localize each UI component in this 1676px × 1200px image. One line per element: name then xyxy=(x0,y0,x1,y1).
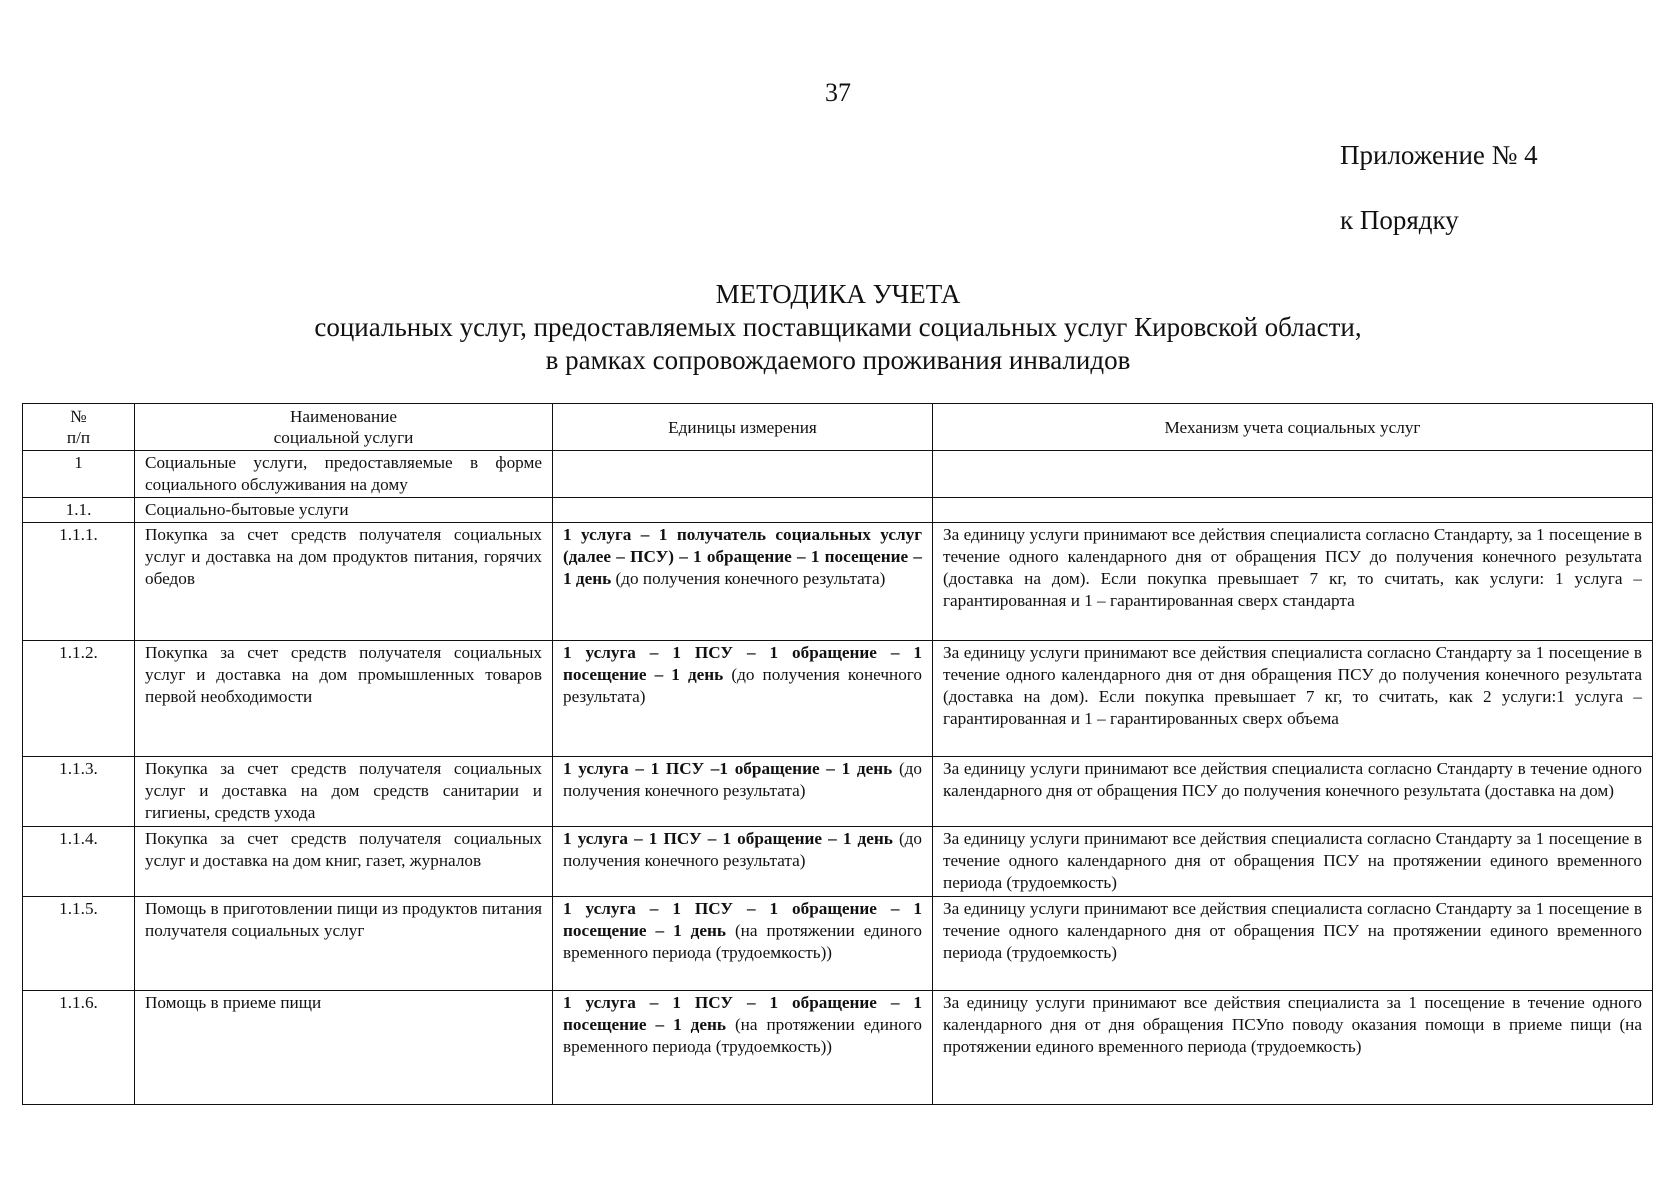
row-units: 1 услуга – 1 ПСУ –1 обращение – 1 день (до получения конечного результата) xyxy=(553,757,933,827)
row-number: 1.1.4. xyxy=(23,827,135,897)
title-subtitle-line2: в рамках сопровождаемого проживания инвалидов xyxy=(545,345,1131,375)
row-units: 1 услуга – 1 получатель социальных услуг (далее – ПСУ) – 1 обращение – 1 посещение – 1 день (до получения конечного результата) xyxy=(553,523,933,641)
table-row xyxy=(23,641,1653,757)
row-units: 1 услуга – 1 ПСУ – 1 обращение – 1 посещение – 1 день (до получения конечного результата) xyxy=(553,641,933,757)
table-row xyxy=(23,827,1653,897)
table-row xyxy=(23,991,1653,1105)
header-number-line1: № xyxy=(70,407,87,426)
header-name-line2: социальной услуги xyxy=(273,428,414,447)
table-header-row xyxy=(23,404,1653,451)
table-row xyxy=(23,523,1653,641)
row-service-name: Социально-бытовые услуги xyxy=(135,498,553,523)
header-number-line2: п/п xyxy=(66,428,91,447)
page-number: 37 xyxy=(825,78,851,107)
row-service-name: Помощь в приготовлении пищи из продуктов питания получателя социальных услуг xyxy=(135,897,553,991)
row-mechanism: За единицу услуги принимают все действия специалиста за 1 посещение в течение одного календарного дня от дня обращения ПСУпо поводу оказания помощи в приеме пищи (на протяжении единого временного периода (трудоемкость) xyxy=(933,991,1653,1105)
header-units: Единицы измерения xyxy=(553,404,933,451)
row-mechanism: За единицу услуги принимают все действия специалиста согласно Стандарту за 1 посещение в течение одного календарного дня от дня обращения ПСУ до получения конечного результата (доставка на дом). Если покупка превышает 7 кг, то считать, как 2 услуги:1 услуга – гарантированная и 1 – гарантированных сверх объема xyxy=(933,641,1653,757)
row-units: 1 услуга – 1 ПСУ – 1 обращение – 1 день (до получения конечного результата) xyxy=(553,827,933,897)
row-number: 1.1.3. xyxy=(23,757,135,827)
row-mechanism: За единицу услуги принимают все действия специалиста согласно Стандарту в течение одного календарного дня от обращения ПСУ до получения конечного результата (доставка на дом) xyxy=(933,757,1653,827)
header-service-name xyxy=(135,404,553,451)
table-row xyxy=(23,451,1653,498)
row-mechanism xyxy=(933,498,1653,523)
title-heading: МЕТОДИКА УЧЕТА xyxy=(715,279,961,309)
table-row xyxy=(23,757,1653,827)
row-number: 1.1.2. xyxy=(23,641,135,757)
table-row xyxy=(23,897,1653,991)
row-service-name: Покупка за счет средств получателя социальных услуг и доставка на дом продуктов питания, горячих обедов xyxy=(135,523,553,641)
row-mechanism: За единицу услуги принимают все действия специалиста согласно Стандарту за 1 посещение в течение одного календарного дня от обращения ПСУ на протяжении единого временного периода (трудоемкость) xyxy=(933,897,1653,991)
row-units: 1 услуга – 1 ПСУ – 1 обращение – 1 посещение – 1 день (на протяжении единого временного периода (трудоемкость)) xyxy=(553,897,933,991)
title-subtitle-line1: социальных услуг, предоставляемых поставщиками социальных услуг Кировской области, xyxy=(314,312,1362,342)
row-service-name: Помощь в приеме пищи xyxy=(135,991,553,1105)
accounting-methods-table xyxy=(22,403,1653,1105)
header-mechanism: Механизм учета социальных услуг xyxy=(933,404,1653,451)
row-service-name: Покупка за счет средств получателя социальных услуг и доставка на дом промышленных товаров первой необходимости xyxy=(135,641,553,757)
row-mechanism: За единицу услуги принимают все действия специалиста согласно Стандарту, за 1 посещение в течение одного календарного дня от обращения ПСУ до получения конечного результата (доставка на дом). Если покупка превышает 7 кг, то считать, как услуги: 1 услуга – гарантированная и 1 – гарантированная сверх стандарта xyxy=(933,523,1653,641)
row-number: 1 xyxy=(23,451,135,498)
header-number xyxy=(23,404,135,451)
row-service-name: Социальные услуги, предоставляемые в форме социального обслуживания на дому xyxy=(135,451,553,498)
row-units xyxy=(553,451,933,498)
row-service-name: Покупка за счет средств получателя социальных услуг и доставка на дом средств санитарии и гигиены, средств ухода xyxy=(135,757,553,827)
row-mechanism xyxy=(933,451,1653,498)
appendix-reference: к Порядку xyxy=(1340,205,1459,235)
row-number: 1.1.5. xyxy=(23,897,135,991)
row-service-name: Покупка за счет средств получателя социальных услуг и доставка на дом книг, газет, журналов xyxy=(135,827,553,897)
appendix-label: Приложение № 4 xyxy=(1340,140,1538,170)
row-number: 1.1.1. xyxy=(23,523,135,641)
row-number: 1.1.6. xyxy=(23,991,135,1105)
row-number: 1.1. xyxy=(23,498,135,523)
document-title xyxy=(0,278,1676,377)
table-row xyxy=(23,498,1653,523)
row-mechanism: За единицу услуги принимают все действия специалиста согласно Стандарту за 1 посещение в течение одного календарного дня от обращения ПСУ на протяжении единого временного периода (трудоемкость) xyxy=(933,827,1653,897)
row-units: 1 услуга – 1 ПСУ – 1 обращение – 1 посещение – 1 день (на протяжении единого временного периода (трудоемкость)) xyxy=(553,991,933,1105)
row-units xyxy=(553,498,933,523)
header-name-line1: Наименование xyxy=(289,407,398,426)
